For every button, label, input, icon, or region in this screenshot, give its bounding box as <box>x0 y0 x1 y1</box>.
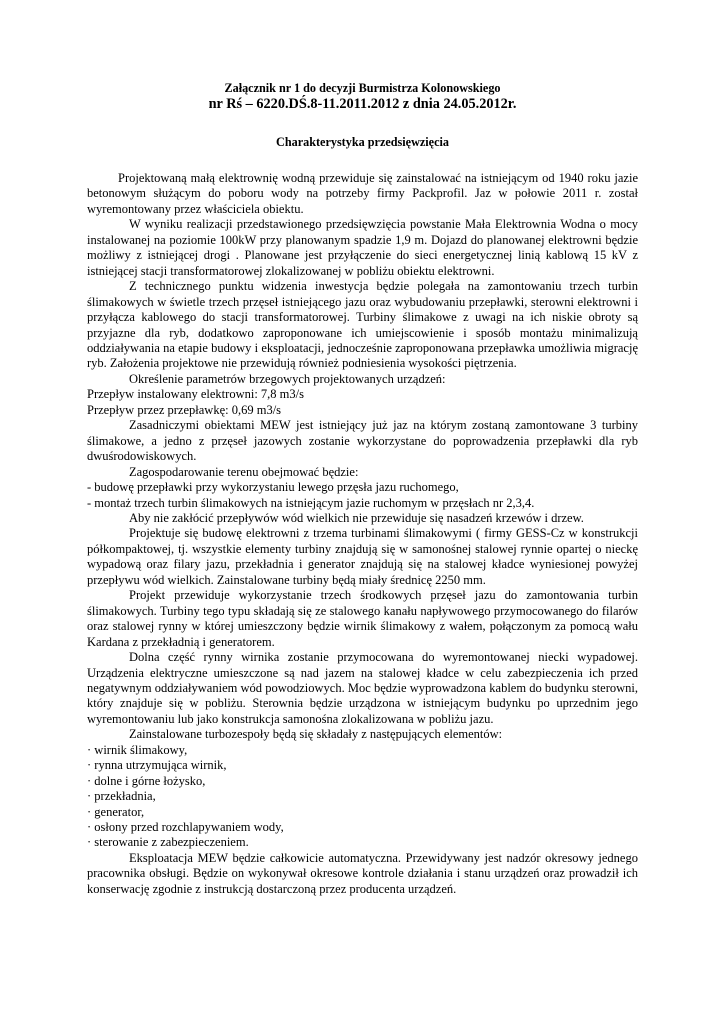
list-item: · wirnik ślimakowy, <box>87 742 188 757</box>
list-item: · osłony przed rozchlapywaniem wody, <box>87 820 284 835</box>
paragraph-intro: Projektowaną małą elektrownię wodną przewiduje się zainstalować na istniejącym od 1940 roku jazie betonowym służącym do poboru wody na potrzeby firmy Packprofil. Jaz w połowie 2011 r. został wyremontowany przez właściciela obiektu. <box>87 171 638 216</box>
paragraph-project: Projekt przewiduje wykorzystanie trzech środkowych przęseł jazu do zamontowania turbin ślimakowych. Turbiny tego typu składają się ze stalowego kanału napływowego przymocowanego do filarów oraz stalowej rynny w której umieszczony będzie wirnik ślimakowy z wałem, połączonym za pomocą wału Kardana z przekładnią i generatorem. <box>87 588 638 649</box>
list-item: · dolne i górne łożysko, <box>87 773 206 788</box>
paragraph-operation: Eksploatacja MEW będzie całkowicie automatyczna. Przewidywany jest nadzór okresowy jednego pracownika obsługi. Będzie on wykonywał okresowe kontrole działania i stanu urządzeń oraz prowadził ich konserwację zgodnie z instrukcją dostarczoną przez producenta urządzeń. <box>87 850 638 896</box>
components-list <box>87 743 638 851</box>
paragraph-parameters-intro: Określenie parametrów brzegowych projektowanych urządzeń: <box>129 371 446 386</box>
list-item: · rynna utrzymująca wirnik, <box>87 758 227 773</box>
header-line-1: Załącznik nr 1 do decyzji Burmistrza Kolonowskiego <box>224 81 501 95</box>
paragraph-flow-installed: Przepływ instalowany elektrowni: 7,8 m3/s <box>87 387 304 402</box>
header-line-2: nr Rś – 6220.DŚ.8-11.2011.2012 z dnia 24.05.2012r. <box>208 96 517 112</box>
list-item: · sterowanie z zabezpieczeniem. <box>87 835 249 850</box>
paragraph-land-use-item-1: - budowę przepławki przy wykorzystaniu lewego przęsła jazu ruchomego, <box>87 480 459 495</box>
document-title: Charakterystyka przedsięwzięcia <box>276 135 449 149</box>
paragraph-turbines: Projektuje się budowę elektrowni z trzema turbinami ślimakowymi ( firmy GESS-Cz w konstrukcji półkompaktowej, tj. wszystkie elementy turbiny znajdują się w samonośnej stalowej rynnie opartej o nieckę wypadową oraz filary jazu, przekładnia i generator znajdują się na stalowej kładce wyniesionej powyżej przepływu wód wielkich. Zainstalowane turbiny będą miały średnicę 2250 mm. <box>87 526 638 587</box>
paragraph-technical: Z technicznego punktu widzenia inwestycja będzie polegała na zamontowaniu trzech turbin ślimakowych w świetle trzech przęseł istniejącego jazu oraz wybudowaniu przepławki, sterowni elektrowni i przyłącza kablowego do stacji transformatorowej. Turbiny ślimakowe z uwagi na ich niskie obroty są przyjazne dla ryb, dodatkowo zaproponowane ich umiejscowienie i sposób montażu minimalizują oddziaływania na etapie budowy i eksploatacji, jednocześnie zaproponowana przepławka umożliwia migrację ryb. Założenia projektowe nie przewidują również podniesienia wysokości piętrzenia. <box>87 279 638 371</box>
paragraph-land-use-item-2: - montaż trzech turbin ślimakowych na istniejącym jazie ruchomym w przęsłach nr 2,3,4. <box>87 495 535 510</box>
document-page <box>87 81 638 897</box>
paragraph-power: W wyniku realizacji przedstawionego przedsięwzięcia powstanie Mała Elektrownia Wodna o mocy instalowanej na poziomie 100kW przy planowanym spadzie 1,9 m. Dojazd do planowanej elektrowni będzie możliwy z istniejącej drogi . Planowane jest przyłączenie do sieci energetycznej linią kablową 15 kV z istniejącej stacji transformatorowej zlokalizowanej w pobliżu obiektu elektrowni. <box>87 217 638 278</box>
list-item: · przekładnia, <box>87 789 156 804</box>
paragraph-flood-flows: Aby nie zakłócić przepływów wód wielkich nie przewiduje się nasadzeń krzewów i drzew. <box>129 510 584 525</box>
paragraph-trough: Dolna część rynny wirnika zostanie przymocowana do wyremontowanej niecki wypadowej. Urządzenia elektryczne umieszczone są nad jazem na stalowej kładce w celu zabezpieczenia ich przed negatywnym oddziaływaniem wód powodziowych. Moc będzie wyprowadzona kablem do budynku sterowni, który znajduje się w pobliżu. Sterownia będzie urządzona w istniejącym budynku po uprzednim jego wyremontowaniu lub jako konstrukcja samonośna zlokalizowana w pobliżu jazu. <box>87 650 638 726</box>
list-item: · generator, <box>87 804 145 819</box>
paragraph-land-use-intro: Zagospodarowanie terenu obejmować będzie: <box>129 464 359 479</box>
paragraph-flow-fishpass: Przepływ przez przepławkę: 0,69 m3/s <box>87 402 282 417</box>
paragraph-components-intro: Zainstalowane turbozespoły będą się składały z następujących elementów: <box>129 727 503 742</box>
paragraph-main-objects: Zasadniczymi obiektami MEW jest istniejący już jaz na którym zostaną zamontowane 3 turbiny ślimakowe, a jedno z przęseł jazowych zostanie wykorzystane do poprowadzenia przepławki dla ryb dwuśrodowiskowych. <box>87 418 638 464</box>
